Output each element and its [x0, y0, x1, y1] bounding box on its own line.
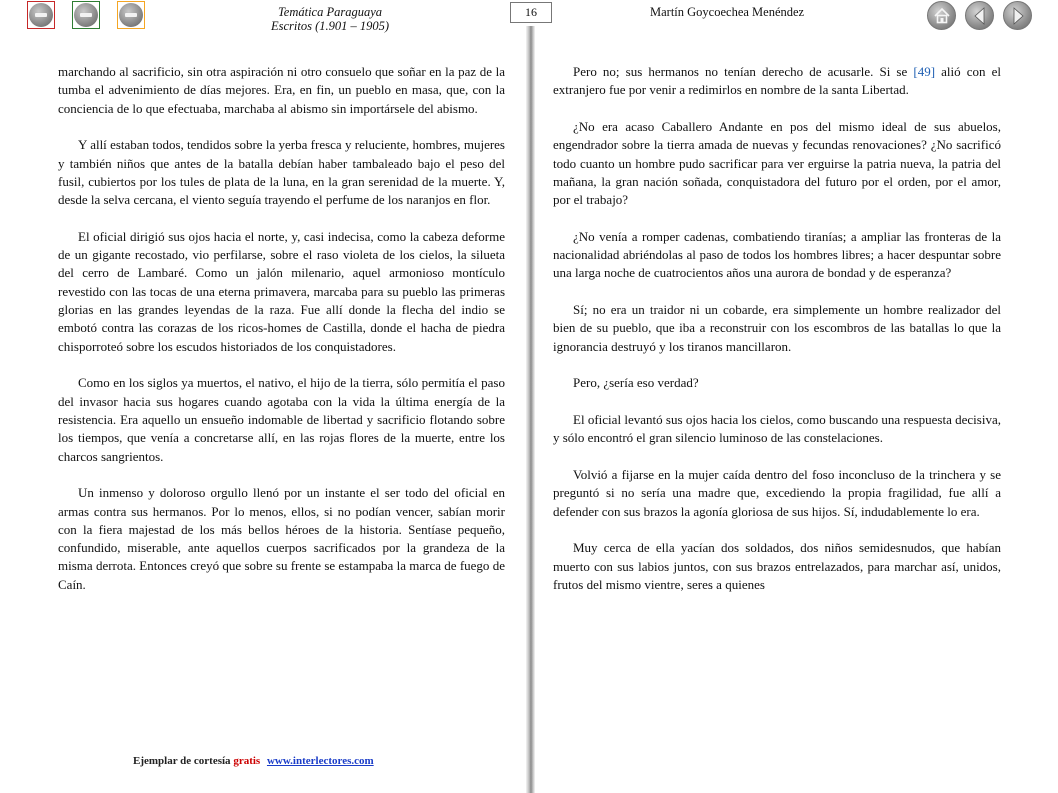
next-page-button[interactable]	[1003, 1, 1032, 30]
book-title: Temática Paraguaya	[277, 5, 383, 19]
paragraph: Y allí estaban todos, tendidos sobre la yerba fresca y reluciente, hombres, mujeres y también niños que antes de la batalla debían haber tambaleado bajo el peso del fusil, cubiertos por los tules de plata de la luna, en la gran serenidad de la muerte. Y, desde la selva cercana, el viento seguía trayendo el perfume de los naranjos en flor.	[58, 137, 505, 208]
page-number: 16	[510, 2, 552, 23]
minimize-button-green[interactable]	[72, 1, 100, 29]
paragraph: Sí; no era un traidor ni un cobarde, era simplemente un hombre realizador del bien de su pueblo, que iba a reconstruir con los escombros de las batallas lo que la ignorancia destruyó y los tiranos mancillaron.	[553, 302, 1001, 354]
book-spine-divider	[526, 26, 535, 793]
home-button[interactable]	[927, 1, 956, 30]
paragraph: Pero, ¿sería eso verdad?	[573, 375, 699, 391]
footer-prefix: Ejemplar de cortesía	[133, 755, 231, 767]
paragraph: Como en los siglos ya muertos, el nativo, el hijo de la tierra, sólo permitía el paso del invasor hacia sus hogares cuando agotaba con la vida la última energía de la resistencia. Era aquello un ensueño indomable de libertad y sacrificio flotando sobre los tiempos, que venía a concretarse allí, en las rojas flores de la muerte, entre los charcos sangrientos.	[58, 375, 505, 464]
paragraph: ¿No venía a romper cadenas, combatiendo tiranías; a ampliar las fronteras de la nacionalidad abriéndolas al paso de todos los hombres libres; a hacer despuntar sobre una larga noche de cuatrocientos años una aurora de bondad y de esperanza?	[553, 228, 1001, 281]
footer-gratis-label: gratis	[233, 755, 261, 767]
paragraph: Volvió a fijarse en la mujer caída dentro del foso inconcluso de la trinchera y se preguntó si no sería una madre que, excediendo la propia fragilidad, fue allí a defender con sus brazos la agonía gloriosa de sus hijos. Sí, indudablemente lo era.	[553, 467, 1001, 519]
paragraph-text: alió con el extranjero fue por venir a redimirlos en nombre de la santa Libertad.	[553, 64, 1001, 98]
paragraph: ¿No era acaso Caballero Andante en pos del mismo ideal de sus abuelos, engendrador sobre la tierra amada de nuevas y fecundas renovaciones? ¿No sacrificó todo cuanto un hombre pudo sacrificar para ver erguirse la patria nueva, la patria del mañana, la gran nación soñada, conquistadora del futuro por el orden, por el amor, por el trabajo?	[553, 118, 1001, 208]
paragraph: marchando al sacrificio, sin otra aspiración ni otro consuelo que soñar en la paz de la tumba el advenimiento de días mejores. Era, en fin, un pueblo en masa, que, con la conciencia de lo que efectuaba, marchaba al abismo sin importársele del abismo.	[58, 64, 505, 116]
paragraph-text: Pero no; sus hermanos no tenían derecho de acusarle. Si se	[573, 64, 914, 79]
footer-courtesy-notice	[133, 755, 374, 767]
arrow-right-icon	[1010, 7, 1026, 25]
book-title-header	[240, 5, 420, 33]
minimize-icon	[74, 3, 98, 27]
minimize-icon	[29, 3, 53, 27]
paragraph: Muy cerca de ella yacían dos soldados, dos niños semidesnudos, que habían muerto con sus labios juntos, con sus brazos entrelazados, para marchar así, unidos, frutos del mismo vientre, seres a quienes	[553, 540, 1001, 592]
footer-website-link[interactable]: www.interlectores.com	[266, 755, 374, 767]
author-name: Martín Goycoechea Menéndez	[650, 5, 805, 19]
minimize-button-yellow[interactable]	[117, 1, 145, 29]
arrow-left-icon	[972, 7, 988, 25]
left-page-text	[58, 63, 505, 612]
right-page-text	[553, 63, 1001, 613]
book-subtitle: Escritos (1.901 – 1905)	[270, 19, 390, 33]
home-icon	[933, 7, 951, 25]
minimize-button-red[interactable]	[27, 1, 55, 29]
minimize-icon	[119, 3, 143, 27]
paragraph: El oficial dirigió sus ojos hacia el norte, y, casi indecisa, como la cabeza deforme de un gigante recostado, vio perfilarse, sobre el raso violeta de los cielos, la silueta del cerro de Lambaré. Como un jalón milenario, aquel armonioso montículo revestido con las tocas de una eterna primavera, marcaba para su pueblo las primeras glorias en las grandes leyendas de la raza. Fue allí donde la flecha del indio se embotó contra las corazas de los ricos-homes de Castilla, donde el hacha de piedra chisporroteó sobre los escudos historiados de los conquistadores.	[58, 228, 505, 354]
paragraph: El oficial levantó sus ojos hacia los cielos, como buscando una respuesta decisiva, y sólo encontró el gran silencio luminoso de las constelaciones.	[553, 412, 1001, 446]
paragraph	[553, 63, 1001, 100]
previous-page-button[interactable]	[965, 1, 994, 30]
footnote-reference-link[interactable]: [49]	[913, 64, 936, 79]
paragraph: Un inmenso y doloroso orgullo llenó por un instante el ser todo del oficial en armas contra sus hermanos. Por lo menos, ellos, si no podían vencer, sabían morir con la fiera majestad de los más bellos héroes de la historia. Sentíase pequeño, confundido, miserable, ante aquellos cuerpos sacrificados por la grandeza de la misma derrota. Entonces creyó que sobre su frente se estampaba la marca de fuego de Caín.	[58, 485, 505, 592]
